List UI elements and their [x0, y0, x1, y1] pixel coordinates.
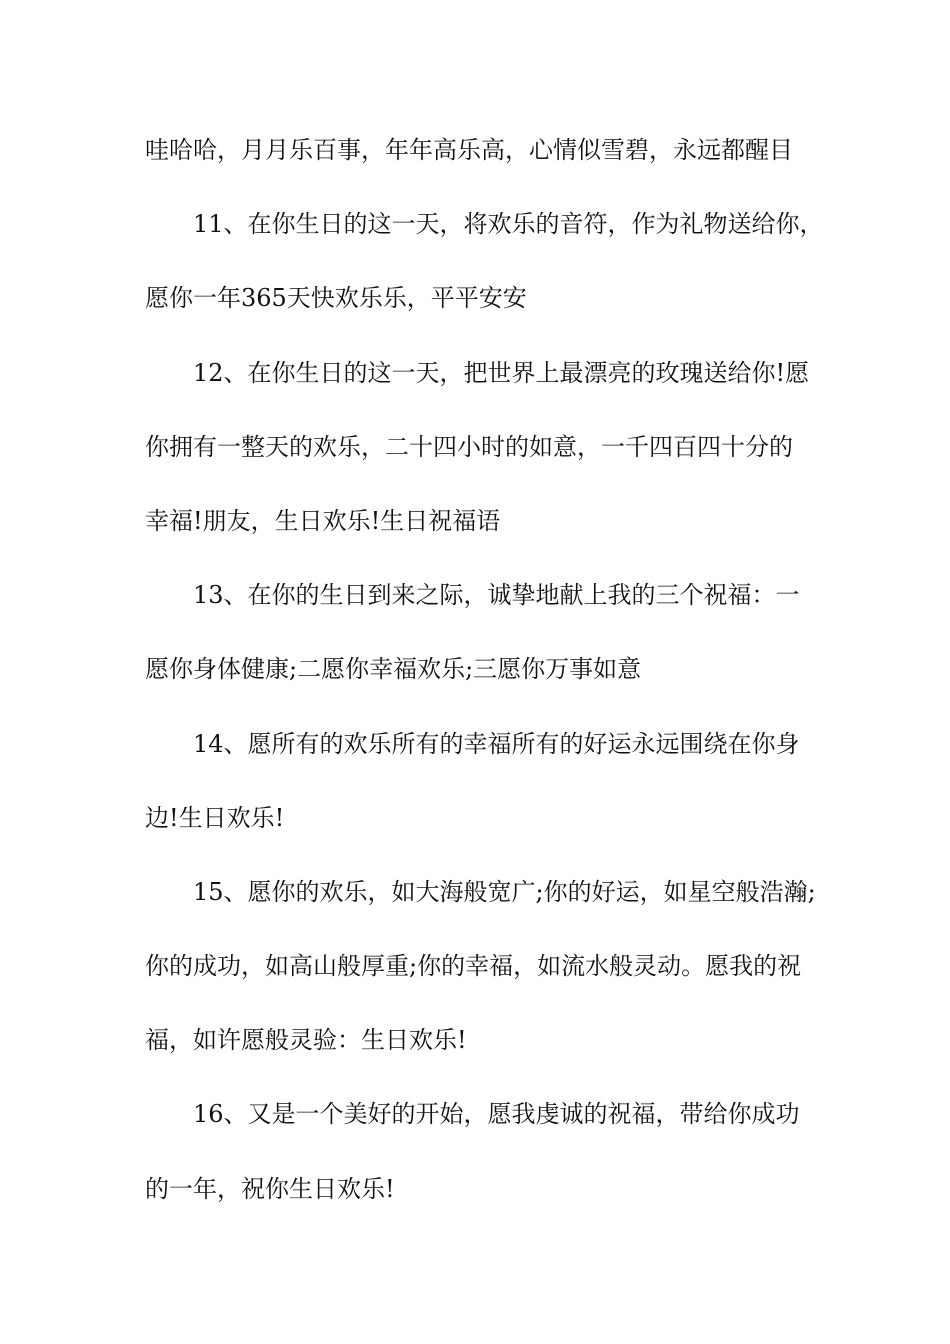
- text-line: 愿你身体健康;二愿你幸福欢乐;三愿你万事如意: [145, 655, 642, 684]
- text-line: 幸福!朋友，生日欢乐!生日祝福语: [145, 506, 501, 535]
- text-line: 的一年，祝你生日欢乐!: [145, 1174, 395, 1203]
- text-line: 边!生日欢乐!: [145, 803, 285, 832]
- document-body: [145, 130, 824, 1243]
- text-line: 你的成功，如高山般厚重;你的幸福，如流水般灵动。愿我的祝: [145, 952, 802, 981]
- text-line: 16、又是一个美好的开始，愿我虔诚的祝福，带给你成功: [193, 1100, 800, 1129]
- text-line: 13、在你的生日到来之际，诚挚地献上我的三个祝福：一: [193, 581, 800, 610]
- text-line: 11、在你生日的这一天，将欢乐的音符，作为礼物送给你，: [193, 210, 824, 239]
- text-line: 福，如许愿般灵验：生日欢乐!: [145, 1026, 467, 1055]
- text-line: 15、愿你的欢乐，如大海般宽广;你的好运，如星空般浩瀚;: [193, 877, 816, 906]
- text-line: 12、在你生日的这一天，把世界上最漂亮的玫瑰送给你!愿: [193, 358, 810, 387]
- text-line: 愿你一年365天快欢乐乐，平平安安: [145, 284, 527, 313]
- text-line: 哇哈哈，月月乐百事，年年高乐高，心情似雪碧，永远都醒目: [145, 136, 793, 164]
- text-line: 14、愿所有的欢乐所有的幸福所有的好运永远围绕在你身: [193, 729, 800, 758]
- text-line: 你拥有一整天的欢乐，二十四小时的如意，一千四百四十分的: [145, 432, 793, 461]
